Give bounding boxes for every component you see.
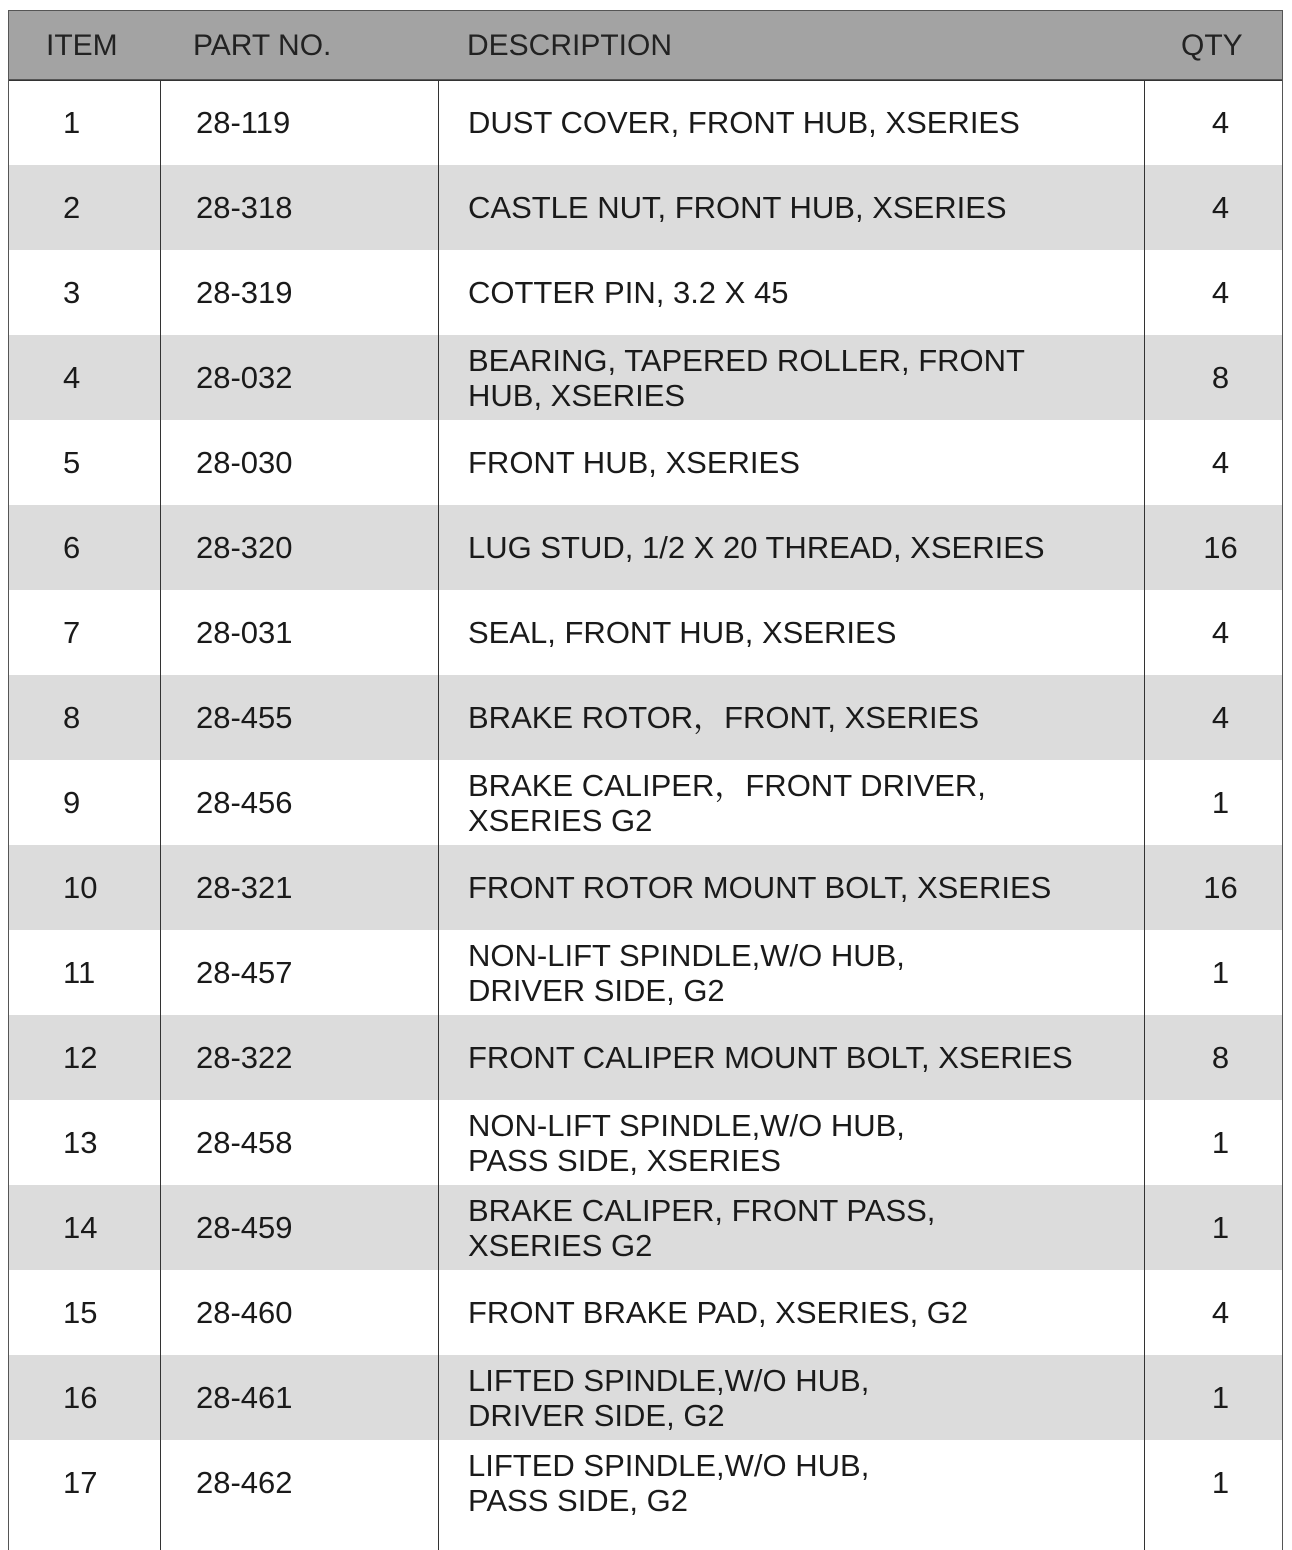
quantity-cell: 16 <box>1203 529 1238 565</box>
item-cell: 13 <box>63 1124 98 1160</box>
part-number-cell: 28-321 <box>196 869 293 905</box>
item-cell: 6 <box>63 529 81 565</box>
item-cell: 9 <box>63 784 81 820</box>
item-cell: 5 <box>63 444 81 480</box>
quantity-cell: 4 <box>1211 699 1230 735</box>
item-cell: 17 <box>63 1464 98 1500</box>
description-cell: BRAKE CALIPER, FRONT PASS, XSERIES G2 <box>468 1192 936 1263</box>
table-border-right <box>1282 10 1283 1550</box>
quantity-cell: 1 <box>1211 1379 1230 1415</box>
item-cell: 12 <box>63 1039 98 1075</box>
quantity-cell: 1 <box>1211 1464 1230 1500</box>
description-cell: LIFTED SPINDLE,W/O HUB, PASS SIDE, G2 <box>468 1447 870 1518</box>
table-border-left <box>8 10 9 1550</box>
part-number-cell: 28-322 <box>196 1039 293 1075</box>
description-cell: BEARING, TAPERED ROLLER, FRONT HUB, XSERIES <box>468 342 1025 413</box>
header-part-no: PART NO. <box>193 29 332 62</box>
column-divider <box>1144 80 1145 1550</box>
item-cell: 14 <box>63 1209 98 1245</box>
part-number-cell: 28-460 <box>196 1294 293 1330</box>
table-row <box>8 165 1283 250</box>
description-cell: DUST COVER, FRONT HUB, XSERIES <box>468 105 1020 140</box>
quantity-cell: 8 <box>1211 1039 1230 1075</box>
quantity-cell: 8 <box>1211 359 1230 395</box>
table-row <box>8 1015 1283 1100</box>
item-cell: 8 <box>63 699 81 735</box>
part-number-cell: 28-032 <box>196 359 293 395</box>
description-cell: FRONT ROTOR MOUNT BOLT, XSERIES <box>468 870 1052 905</box>
part-number-cell: 28-119 <box>196 104 291 140</box>
header-item: ITEM <box>46 29 118 62</box>
header-divider <box>8 80 1283 81</box>
table-row <box>8 760 1283 845</box>
header-description: DESCRIPTION <box>467 29 673 62</box>
quantity-cell: 4 <box>1211 274 1230 310</box>
description-cell: FRONT HUB, XSERIES <box>468 445 800 480</box>
column-divider <box>160 80 161 1550</box>
quantity-cell: 1 <box>1211 1209 1230 1245</box>
quantity-cell: 4 <box>1211 1294 1230 1330</box>
parts-table <box>8 10 1283 1550</box>
part-number-cell: 28-462 <box>196 1464 293 1500</box>
description-cell: BRAKE ROTOR，FRONT, XSERIES <box>468 700 980 735</box>
table-row <box>8 1270 1283 1355</box>
description-cell: NON-LIFT SPINDLE,W/O HUB, PASS SIDE, XSERIES <box>468 1107 905 1178</box>
description-cell: LIFTED SPINDLE,W/O HUB, DRIVER SIDE, G2 <box>468 1362 870 1433</box>
table-header <box>8 10 1283 80</box>
item-cell: 1 <box>63 104 81 140</box>
description-cell: LUG STUD, 1/2 X 20 THREAD, XSERIES <box>468 530 1045 565</box>
quantity-cell: 16 <box>1203 869 1238 905</box>
part-number-cell: 28-455 <box>196 699 293 735</box>
part-number-cell: 28-030 <box>196 444 293 480</box>
description-cell: CASTLE NUT, FRONT HUB, XSERIES <box>468 190 1007 225</box>
quantity-cell: 4 <box>1211 104 1230 140</box>
table-row <box>8 1355 1283 1440</box>
table-row <box>8 590 1283 675</box>
item-cell: 3 <box>63 274 81 310</box>
quantity-cell: 1 <box>1211 1124 1230 1160</box>
column-divider <box>438 80 439 1550</box>
part-number-cell: 28-456 <box>196 784 293 820</box>
item-cell: 16 <box>63 1379 98 1415</box>
quantity-cell: 1 <box>1211 954 1230 990</box>
quantity-cell: 4 <box>1211 614 1230 650</box>
header-qty: QTY <box>1181 29 1243 62</box>
item-cell: 11 <box>63 954 96 990</box>
table-row <box>8 420 1283 505</box>
part-number-cell: 28-457 <box>196 954 293 990</box>
table-row <box>8 250 1283 335</box>
table-row <box>8 845 1283 930</box>
item-cell: 15 <box>63 1294 98 1330</box>
part-number-cell: 28-319 <box>196 274 293 310</box>
description-cell: FRONT CALIPER MOUNT BOLT, XSERIES <box>468 1040 1073 1075</box>
table-row <box>8 505 1283 590</box>
description-cell: FRONT BRAKE PAD, XSERIES, G2 <box>468 1295 969 1330</box>
description-cell: BRAKE CALIPER，FRONT DRIVER, XSERIES G2 <box>468 767 986 838</box>
item-cell: 4 <box>63 359 81 395</box>
description-cell: NON-LIFT SPINDLE,W/O HUB, DRIVER SIDE, G2 <box>468 937 905 1008</box>
item-cell: 2 <box>63 189 81 225</box>
table-row <box>8 1440 1283 1525</box>
quantity-cell: 4 <box>1211 189 1230 225</box>
table-row <box>8 930 1283 1015</box>
table-row <box>8 335 1283 420</box>
table-row <box>8 675 1283 760</box>
item-cell: 7 <box>63 614 81 650</box>
quantity-cell: 1 <box>1211 784 1230 820</box>
table-row <box>8 1100 1283 1185</box>
part-number-cell: 28-461 <box>196 1379 293 1415</box>
part-number-cell: 28-458 <box>196 1124 293 1160</box>
item-cell: 10 <box>63 869 98 905</box>
part-number-cell: 28-320 <box>196 529 293 565</box>
table-row <box>8 1185 1283 1270</box>
part-number-cell: 28-031 <box>196 614 293 650</box>
table-row <box>8 80 1283 165</box>
part-number-cell: 28-459 <box>196 1209 293 1245</box>
part-number-cell: 28-318 <box>196 189 293 225</box>
description-cell: COTTER PIN, 3.2 X 45 <box>468 275 789 310</box>
description-cell: SEAL, FRONT HUB, XSERIES <box>468 615 897 650</box>
quantity-cell: 4 <box>1211 444 1230 480</box>
